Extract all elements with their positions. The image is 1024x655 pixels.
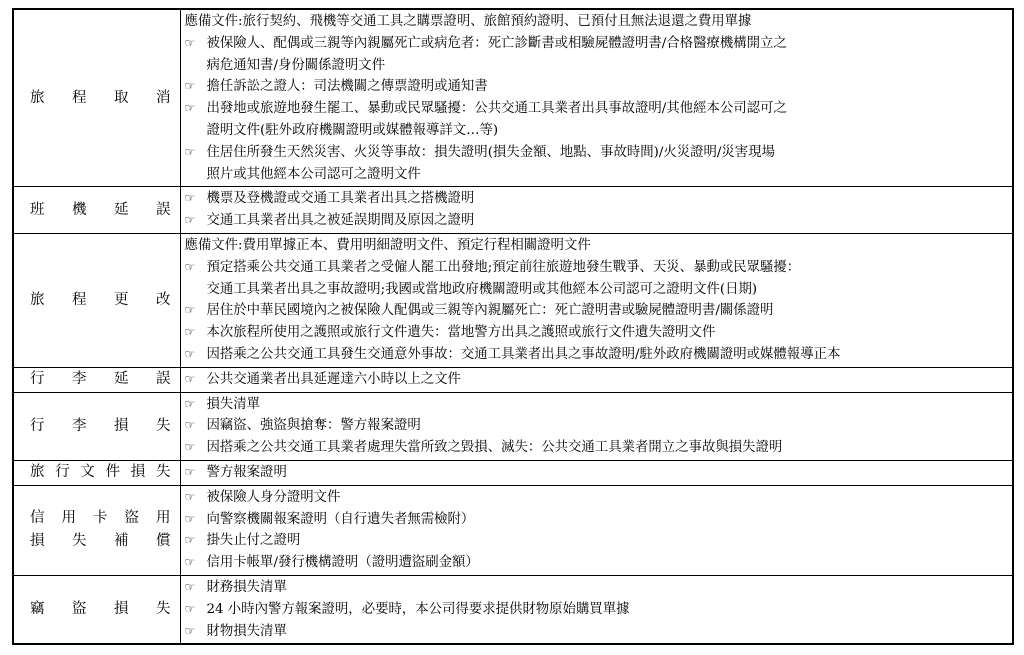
document-line xyxy=(185,235,1007,257)
category-cell xyxy=(13,187,180,234)
document-text: 因搭乘之公共交通工具發生交通意外事故：交通工具業者出具之事故證明/駐外政府機關證明或媒體報導正本 xyxy=(206,346,841,362)
document-line xyxy=(185,552,1007,574)
category-cell xyxy=(13,575,180,644)
category-cell xyxy=(13,485,180,575)
document-line xyxy=(185,33,1007,55)
document-text: 因搭乘之公共交通工具業者處理失當所致之毀損、滅失：公共交通工具業者開立之事故與損失證明 xyxy=(206,440,783,456)
document-text: 病危通知書/身份關係證明文件 xyxy=(206,57,386,73)
category-label: 行 李 延 誤 xyxy=(30,371,171,388)
category-cell xyxy=(13,392,180,460)
document-line xyxy=(185,530,1007,552)
document-line xyxy=(185,394,1007,416)
pointing-hand-icon: ☞ xyxy=(184,191,196,206)
document-text: 應備文件:費用單據正本、費用明細證明文件、預定行程相關證明文件 xyxy=(184,237,591,253)
document-line xyxy=(185,322,1007,344)
pointing-hand-icon: ☞ xyxy=(184,259,196,274)
documents-cell xyxy=(180,575,1013,644)
pointing-hand-icon: ☞ xyxy=(184,101,196,116)
documents-cell xyxy=(180,392,1013,460)
document-line xyxy=(185,11,1007,33)
category-label: 班 機 延 誤 xyxy=(30,201,171,218)
category-label: 旅 程 取 消 xyxy=(30,89,171,106)
document-text: 預定搭乘公共交通工具業者之受僱人罷工出發地;預定前往旅遊地發生戰爭、天災、暴動或民眾騷擾： xyxy=(206,259,801,275)
table-row xyxy=(13,233,1013,367)
document-line xyxy=(185,120,1007,142)
table-row xyxy=(13,392,1013,460)
document-line xyxy=(185,437,1007,459)
required-documents-table xyxy=(12,8,1014,645)
category-cell xyxy=(13,367,180,392)
document-text: 損失清單 xyxy=(206,396,261,412)
table-row xyxy=(13,575,1013,644)
document-text: 掛失止付之證明 xyxy=(206,533,301,549)
documents-cell xyxy=(180,233,1013,367)
document-text: 證明文件(駐外政府機關證明或媒體報導詳文…等) xyxy=(206,122,499,138)
document-line xyxy=(185,142,1007,164)
document-line xyxy=(185,76,1007,98)
document-line xyxy=(185,577,1007,599)
pointing-hand-icon: ☞ xyxy=(184,346,196,361)
pointing-hand-icon: ☞ xyxy=(184,79,196,94)
document-text: 被保險人、配偶或三親等內親屬死亡或病危者：死亡診斷書或相驗屍體證明書/合格醫療機構開立之 xyxy=(206,35,787,51)
document-text: 本次旅程所使用之護照或旅行文件遺失：當地警方出具之護照或旅行文件遺失證明文件 xyxy=(206,325,716,341)
documents-cell xyxy=(180,485,1013,575)
document-line xyxy=(185,55,1007,77)
pointing-hand-icon: ☞ xyxy=(184,213,196,228)
category-label: 損 失 補 償 xyxy=(30,533,171,550)
pointing-hand-icon: ☞ xyxy=(184,371,196,386)
table-row xyxy=(13,485,1013,575)
pointing-hand-icon: ☞ xyxy=(184,464,196,479)
document-text: 財物損失清單 xyxy=(206,623,287,639)
document-line xyxy=(185,188,1007,210)
document-line xyxy=(185,210,1007,232)
category-label: 旅行文件損失 xyxy=(30,464,171,481)
category-label: 竊 盜 損 失 xyxy=(30,601,171,618)
pointing-hand-icon: ☞ xyxy=(184,623,196,638)
document-text: 機票及登機證或交通工具業者出具之搭機證明 xyxy=(206,191,475,207)
pointing-hand-icon: ☞ xyxy=(184,418,196,433)
document-text: 財務損失清單 xyxy=(206,579,287,595)
documents-cell xyxy=(180,460,1013,485)
document-text: 應備文件:旅行契約、飛機等交通工具之購票證明、旅館預約證明、已預付且無法退還之費用單據 xyxy=(184,14,752,29)
pointing-hand-icon: ☞ xyxy=(184,396,196,411)
pointing-hand-icon: ☞ xyxy=(184,579,196,594)
category-label: 旅 程 更 改 xyxy=(30,291,171,308)
document-line xyxy=(185,599,1007,621)
document-text: 住居住所發生天然災害、火災等事故：損失證明(損失金額、地點、事故時間)/火災證明/災害現場 xyxy=(206,144,775,160)
pointing-hand-icon: ☞ xyxy=(184,144,196,159)
documents-cell xyxy=(180,9,1013,187)
category-label: 信 用 卡 盜 用 xyxy=(30,510,171,527)
document-text: 被保險人身分證明文件 xyxy=(206,489,341,505)
document-line xyxy=(185,621,1007,643)
document-text: 公共交通業者出具延遲達六小時以上之文件 xyxy=(206,371,461,387)
documents-cell xyxy=(180,367,1013,392)
table-row xyxy=(13,460,1013,485)
document-text: 擔任訴訟之證人：司法機關之傳票證明或通知書 xyxy=(206,79,488,95)
pointing-hand-icon: ☞ xyxy=(184,489,196,504)
document-line xyxy=(185,344,1007,366)
document-page xyxy=(12,8,1012,645)
document-text: 向警察機關報案證明（自行遺失者無需檢附） xyxy=(206,511,475,527)
document-text: 照片或其他經本公司認可之證明文件 xyxy=(206,166,421,182)
pointing-hand-icon: ☞ xyxy=(184,533,196,548)
document-line xyxy=(185,415,1007,437)
pointing-hand-icon: ☞ xyxy=(184,440,196,455)
document-line xyxy=(185,98,1007,120)
document-text: 交通工具業者出具之被延誤期間及原因之證明 xyxy=(206,213,475,229)
pointing-hand-icon: ☞ xyxy=(184,35,196,50)
document-text: 警方報案證明 xyxy=(206,464,287,480)
document-line xyxy=(185,487,1007,509)
pointing-hand-icon: ☞ xyxy=(184,303,196,318)
category-label: 行 李 損 失 xyxy=(30,417,171,434)
document-line xyxy=(185,300,1007,322)
document-line xyxy=(185,279,1007,301)
document-line xyxy=(185,257,1007,279)
pointing-hand-icon: ☞ xyxy=(184,511,196,526)
document-text: 信用卡帳單/發行機構證明（證明遭盜刷金額） xyxy=(206,555,479,571)
document-line xyxy=(185,509,1007,531)
table-body xyxy=(13,9,1013,644)
document-text: 交通工具業者出具之事故證明;我國或當地政府機關證明或其他經本公司認可之證明文件(日期) xyxy=(206,281,758,297)
category-cell xyxy=(13,9,180,187)
document-line xyxy=(185,369,1007,391)
document-line xyxy=(185,164,1007,186)
document-text: 因竊盜、強盜與搶奪：警方報案證明 xyxy=(206,418,421,434)
table-row xyxy=(13,187,1013,234)
document-line xyxy=(185,462,1007,484)
documents-cell xyxy=(180,187,1013,234)
category-cell xyxy=(13,233,180,367)
document-text: 出發地或旅遊地發生罷工、暴動或民眾騷擾：公共交通工具業者出具事故證明/其他經本公司認可之 xyxy=(206,101,787,117)
table-row xyxy=(13,9,1013,187)
pointing-hand-icon: ☞ xyxy=(184,555,196,570)
pointing-hand-icon: ☞ xyxy=(184,325,196,340)
document-text: 居住於中華民國境內之被保險人配偶或三親等內親屬死亡：死亡證明書或驗屍體證明書/關係證明 xyxy=(206,303,774,319)
table-row xyxy=(13,367,1013,392)
pointing-hand-icon: ☞ xyxy=(184,601,196,616)
document-text: 24 小時內警方報案證明，必要時，本公司得要求提供財物原始購買單據 xyxy=(206,601,630,617)
category-cell xyxy=(13,460,180,485)
